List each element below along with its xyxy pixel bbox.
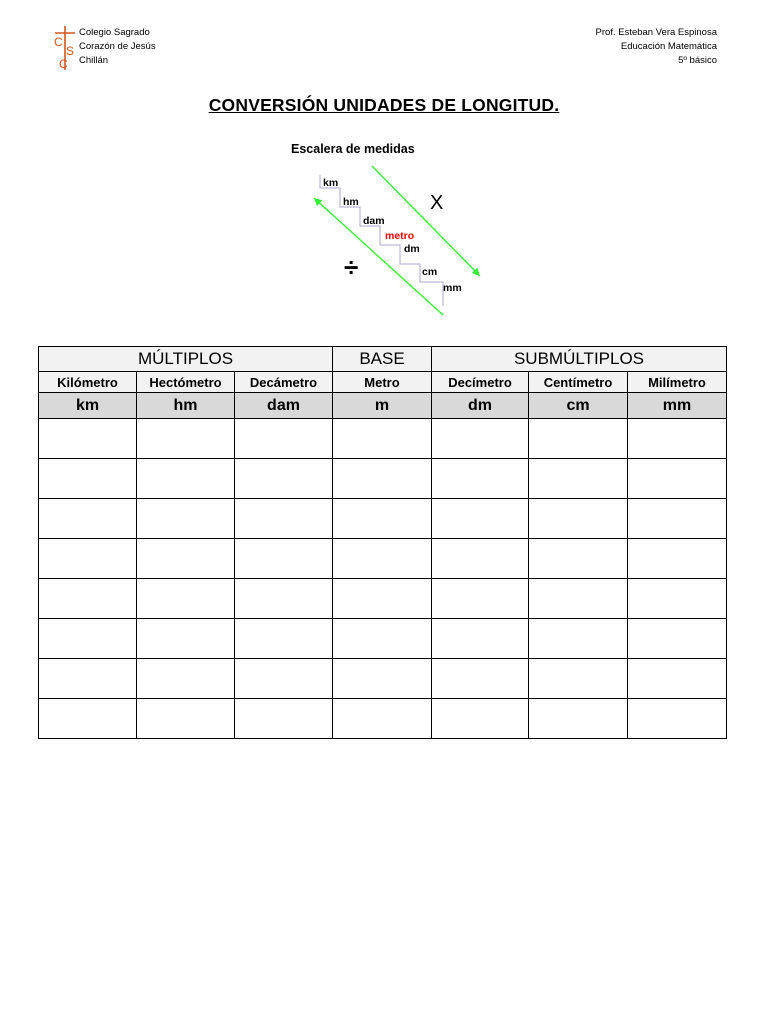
answer-cell[interactable] <box>333 499 432 539</box>
answer-cell[interactable] <box>529 579 628 619</box>
answer-cell[interactable] <box>235 579 333 619</box>
answer-cell[interactable] <box>39 659 137 699</box>
answer-cell[interactable] <box>137 459 235 499</box>
multiply-arrow <box>372 166 480 276</box>
school-line: Corazón de Jesús <box>79 41 156 52</box>
unit-name: Centímetro <box>529 372 628 393</box>
step-dam: dam <box>363 215 385 227</box>
step-metro: metro <box>385 230 415 242</box>
teacher-line: 5º básico <box>678 55 717 66</box>
step-hm: hm <box>343 196 359 208</box>
answer-cell[interactable] <box>235 459 333 499</box>
school-name <box>79 26 156 68</box>
unit-name: Metro <box>333 372 432 393</box>
unit-symbol: km <box>39 393 137 419</box>
multiply-symbol: X <box>430 192 444 214</box>
answer-cell[interactable] <box>432 419 529 459</box>
answer-cell[interactable] <box>628 699 727 739</box>
unit-symbol: dm <box>432 393 529 419</box>
answer-cell[interactable] <box>137 499 235 539</box>
answer-cell[interactable] <box>137 659 235 699</box>
unit-name: Kilómetro <box>39 372 137 393</box>
step-dm: dm <box>404 243 420 255</box>
answer-row <box>39 619 727 659</box>
step-km: km <box>323 177 339 189</box>
svg-text:S: S <box>66 44 75 58</box>
answer-row <box>39 459 727 499</box>
answer-row <box>39 539 727 579</box>
unit-symbol: hm <box>137 393 235 419</box>
answer-row <box>39 699 727 739</box>
answer-cell[interactable] <box>432 579 529 619</box>
answer-cell[interactable] <box>628 499 727 539</box>
answer-cell[interactable] <box>628 579 727 619</box>
unit-symbol: mm <box>628 393 727 419</box>
svg-text:C: C <box>59 57 68 71</box>
step-mm: mm <box>443 282 462 294</box>
answer-cell[interactable] <box>432 659 529 699</box>
answer-cell[interactable] <box>432 619 529 659</box>
unit-symbol-row <box>39 393 727 419</box>
answer-cell[interactable] <box>39 459 137 499</box>
group-multiples: MÚLTIPLOS <box>39 347 333 372</box>
answer-cell[interactable] <box>628 459 727 499</box>
answer-cell[interactable] <box>235 619 333 659</box>
unit-conversion-table <box>38 346 727 739</box>
unit-name: Hectómetro <box>137 372 235 393</box>
answer-cell[interactable] <box>628 539 727 579</box>
teacher-line: Educación Matemática <box>620 41 717 52</box>
ladder-stairs <box>320 175 443 306</box>
answer-cell[interactable] <box>39 579 137 619</box>
answer-cell[interactable] <box>333 459 432 499</box>
answer-row <box>39 659 727 699</box>
ladder-title: Escalera de medidas <box>291 142 415 156</box>
document-title: CONVERSIÓN UNIDADES DE LONGITUD. <box>208 95 560 115</box>
answer-cell[interactable] <box>529 619 628 659</box>
svg-text:C: C <box>54 35 63 49</box>
answer-cell[interactable] <box>529 539 628 579</box>
answer-cell[interactable] <box>333 699 432 739</box>
answer-row <box>39 499 727 539</box>
teacher-line: Prof. Esteban Vera Espinosa <box>595 27 717 38</box>
unit-name: Decímetro <box>432 372 529 393</box>
answer-cell[interactable] <box>432 459 529 499</box>
answer-cell[interactable] <box>235 699 333 739</box>
answer-cell[interactable] <box>628 419 727 459</box>
answer-cell[interactable] <box>137 419 235 459</box>
school-logo-icon <box>52 24 78 72</box>
answer-cell[interactable] <box>432 699 529 739</box>
answer-cell[interactable] <box>333 579 432 619</box>
answer-cell[interactable] <box>529 459 628 499</box>
answer-cell[interactable] <box>333 619 432 659</box>
answer-row <box>39 419 727 459</box>
step-cm: cm <box>422 266 438 278</box>
answer-cell[interactable] <box>137 579 235 619</box>
answer-cell[interactable] <box>235 539 333 579</box>
measurement-ladder <box>300 160 500 320</box>
answer-cell[interactable] <box>529 699 628 739</box>
answer-cell[interactable] <box>235 659 333 699</box>
answer-cell[interactable] <box>137 699 235 739</box>
group-header-row <box>39 347 727 372</box>
answer-row <box>39 579 727 619</box>
answer-cell[interactable] <box>432 539 529 579</box>
unit-symbol: cm <box>529 393 628 419</box>
answer-cell[interactable] <box>432 499 529 539</box>
answer-cell[interactable] <box>529 419 628 459</box>
answer-cell[interactable] <box>628 659 727 699</box>
answer-cell[interactable] <box>137 619 235 659</box>
answer-cell[interactable] <box>529 499 628 539</box>
divide-symbol: ÷ <box>344 252 359 282</box>
group-submultiples: SUBMÚLTIPLOS <box>432 347 727 372</box>
answer-cell[interactable] <box>235 419 333 459</box>
answer-cell[interactable] <box>529 659 628 699</box>
teacher-info <box>596 26 717 68</box>
unit-name: Milímetro <box>628 372 727 393</box>
unit-name-row <box>39 372 727 393</box>
group-base: BASE <box>333 347 432 372</box>
answer-rows <box>39 419 727 739</box>
answer-cell[interactable] <box>39 499 137 539</box>
school-line: Chillán <box>79 55 109 66</box>
unit-name: Decámetro <box>235 372 333 393</box>
answer-cell[interactable] <box>333 419 432 459</box>
answer-cell[interactable] <box>628 619 727 659</box>
answer-cell[interactable] <box>39 419 137 459</box>
answer-cell[interactable] <box>333 659 432 699</box>
answer-cell[interactable] <box>137 539 235 579</box>
unit-symbol: m <box>333 393 432 419</box>
school-line: Colegio Sagrado <box>79 27 150 38</box>
answer-cell[interactable] <box>39 699 137 739</box>
answer-cell[interactable] <box>333 539 432 579</box>
answer-cell[interactable] <box>39 619 137 659</box>
unit-symbol: dam <box>235 393 333 419</box>
school-header <box>52 24 212 72</box>
answer-cell[interactable] <box>39 539 137 579</box>
answer-cell[interactable] <box>235 499 333 539</box>
